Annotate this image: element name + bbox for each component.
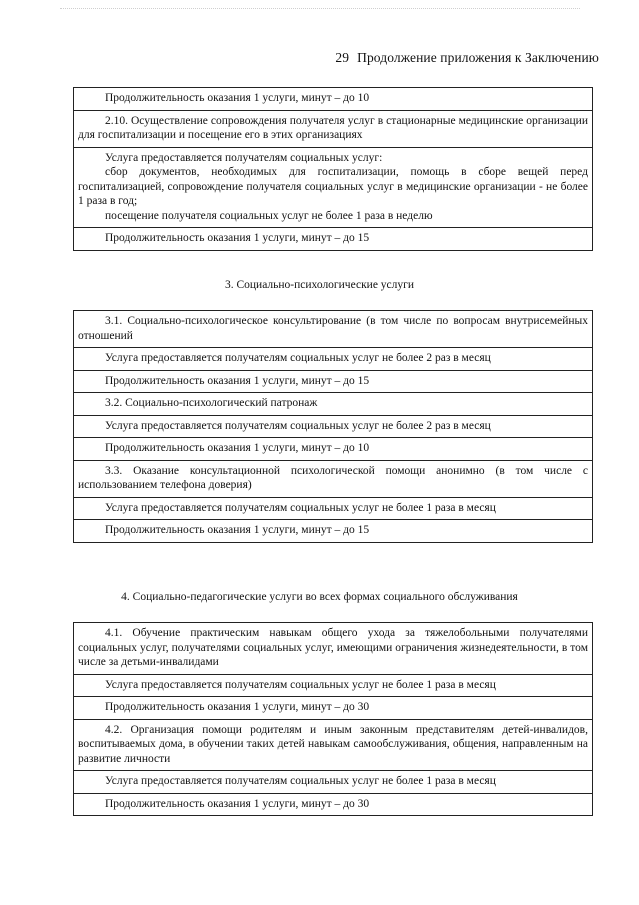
duration-cell: Продолжительность оказания 1 услуги, минут – до 15 [74, 370, 593, 393]
service-frequency-cell: Услуга предоставляется получателям социальных услуг не более 1 раза в месяц [74, 674, 593, 697]
service-frequency-cell: Услуга предоставляется получателям социальных услуг не более 2 раз в месяц [74, 415, 593, 438]
table-row [74, 110, 593, 147]
table-row [74, 228, 593, 251]
table-row [74, 415, 593, 438]
service-heading-cell: 2.10. Осуществление сопровождения получателя услуг в стационарные медицинские организации для госпитализации и посещение его в этих организациях [74, 110, 593, 147]
service-heading-cell: 4.2. Организация помощи родителям и иным законным представителям детей-инвалидов, воспитываемых дома, в обучении таких детей навыкам самообслуживания, общения, направленным на развитие личности [74, 719, 593, 771]
table-row [74, 520, 593, 543]
table-row [74, 438, 593, 461]
frequency-line: Услуга предоставляется получателям социальных услуг: [105, 151, 383, 164]
scan-artifact-strip [60, 8, 580, 13]
table-row [74, 88, 593, 111]
table-row [74, 393, 593, 416]
services-table-3 [73, 310, 593, 543]
services-table-4 [73, 622, 593, 816]
service-heading-cell: 3.3. Оказание консультационной психологической помощи анонимно (в том числе с использованием телефона доверия) [74, 460, 593, 497]
table-row [74, 460, 593, 497]
service-frequency-cell [74, 147, 593, 228]
services-table-2 [73, 87, 593, 251]
table-row [74, 697, 593, 720]
table-row [74, 771, 593, 794]
section-4-title: 4. Социально-педагогические услуги во всех формах социального обслуживания [121, 591, 518, 603]
table-row [74, 623, 593, 675]
table-row [74, 674, 593, 697]
table-row [74, 793, 593, 816]
service-heading-cell: 3.1. Социально-психологическое консультирование (в том числе по вопросам внутрисемейных отношений [74, 311, 593, 348]
duration-cell: Продолжительность оказания 1 услуги, минут – до 10 [74, 88, 593, 111]
duration-cell: Продолжительность оказания 1 услуги, минут – до 30 [74, 793, 593, 816]
table-row [74, 311, 593, 348]
service-frequency-cell: Услуга предоставляется получателям социальных услуг не более 1 раза в месяц [74, 497, 593, 520]
page-number: 29 [335, 50, 350, 65]
table-row [74, 370, 593, 393]
page-header-title: Продолжение приложения к Заключению [357, 50, 599, 65]
duration-cell: Продолжительность оказания 1 услуги, минут – до 10 [74, 438, 593, 461]
table-row [74, 348, 593, 371]
service-heading-cell: 4.1. Обучение практическим навыкам общего ухода за тяжелобольными получателями социальных услуг, получателями социальных услуг, имеющими ограничения жизнедеятельности, в том числе за детьми-инвалидами [74, 623, 593, 675]
service-frequency-cell: Услуга предоставляется получателям социальных услуг не более 1 раза в месяц [74, 771, 593, 794]
service-heading-cell: 3.2. Социально-психологический патронаж [74, 393, 593, 416]
table-row [74, 147, 593, 228]
duration-cell: Продолжительность оказания 1 услуги, минут – до 15 [74, 520, 593, 543]
section-3-title: 3. Социально-психологические услуги [224, 279, 415, 291]
page-header [335, 50, 599, 66]
service-frequency-cell: Услуга предоставляется получателям социальных услуг не более 2 раз в месяц [74, 348, 593, 371]
duration-cell: Продолжительность оказания 1 услуги, минут – до 30 [74, 697, 593, 720]
table-row [74, 497, 593, 520]
table-row [74, 719, 593, 771]
duration-cell: Продолжительность оказания 1 услуги, минут – до 15 [74, 228, 593, 251]
frequency-line: посещение получателя социальных услуг не более 1 раза в неделю [105, 209, 433, 222]
frequency-line: сбор документов, необходимых для госпитализации, помощь в сборе вещей перед госпитализацией, сопровождение получателя социальных услуг в медицинские организации - не более 1 раза в год; [78, 166, 588, 207]
